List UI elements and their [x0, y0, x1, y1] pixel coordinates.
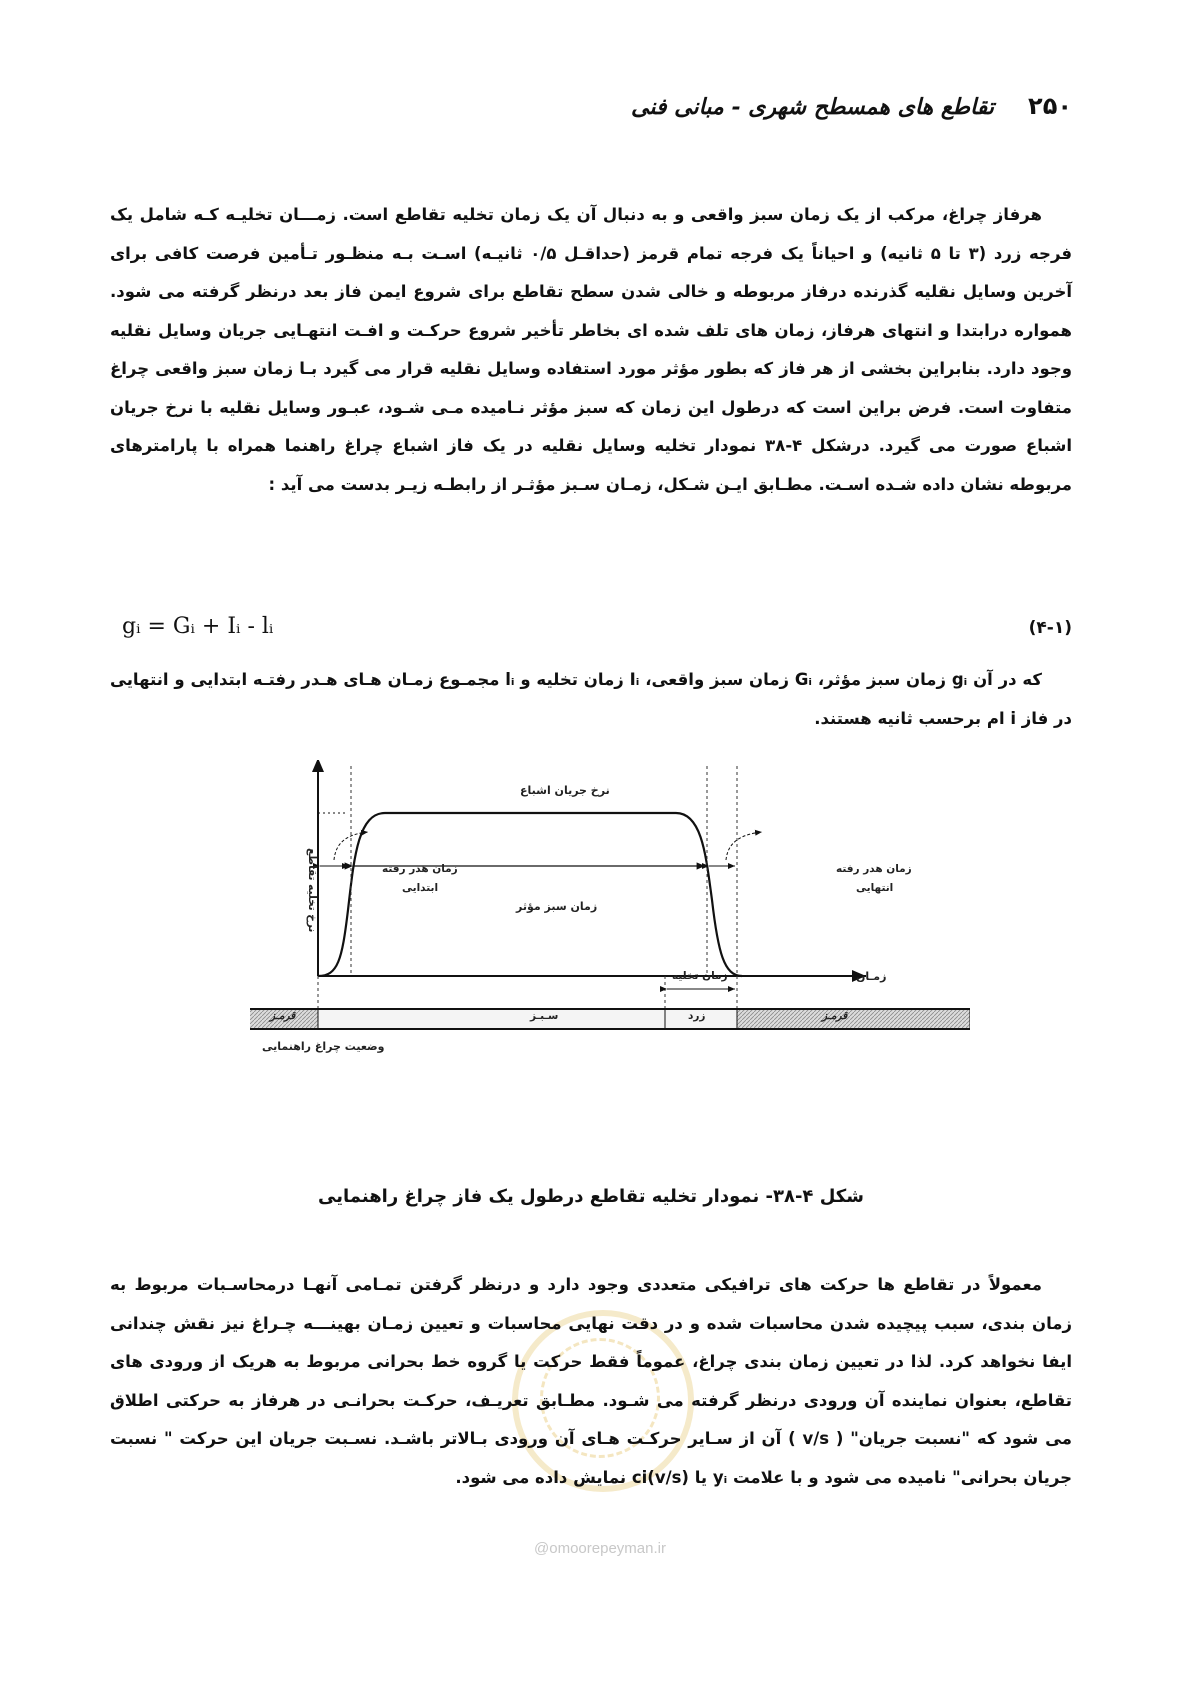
start-lost-time-label-2: ابتدایی: [402, 882, 439, 894]
signal-red-right-label: قرمـز: [822, 1010, 848, 1022]
end-lost-time-label-1: زمان هدر رفته: [836, 863, 912, 875]
signal-status-label: وضعیت چراغ راهنمایی: [262, 1040, 385, 1053]
y-axis-label: نرخ تخلیه تقاطع: [306, 848, 318, 933]
watermark-text: @omoorepeyman.ir: [534, 1540, 666, 1557]
equation-number: (۴-۱): [1028, 618, 1072, 638]
discharge-diagram: [250, 760, 970, 1160]
figure-caption: شکل ۴-۳۸- نمودار تخلیه تقاطع درطول یک فاز چراغ راهنمایی: [318, 1186, 864, 1207]
clearance-time-label: زمان تخلیه: [672, 970, 728, 982]
effective-green-equation: gᵢ = Gᵢ + Iᵢ - lᵢ: [122, 614, 274, 639]
paragraph-phase-timing: هرفاز چراغ، مرکب از یک زمان سبز واقعی و به دنبال آن یک زمان تخلیه تقاطع است. زمـــان تخلیـه کـه شامل یک فرجه زرد (۳ تا ۵ ثانیه) و احیاناً یک فرجه تمام قرمز (حداقـل ۰/۵ ثانیـه) اسـت بـه منظـور تـأمین فرصت کافی برای آخرین وسایل نقلیه گذرنده درفاز مربوطه و خالی شدن سطح تقاطع برای شروع ایمن فاز بعد درنظر گرفته می شود. همواره درابتدا و انتهای هرفاز، زمان های تلف شده ای بخاطر تأخیر شروع حرکـت و افـت انتهـایی جریان وسایل نقلیه وجود دارد. بنابراین بخشی از هر فاز که بطور مؤثر مورد استفاده وسایل نقلیه قرار می گیرد بـا زمان سبز واقعی چراغ متفاوت است. فرض براین است که درطول این زمان که سبز مؤثر نـامیده مـی شـود، عبـور وسایل نقلیه با نرخ جریان اشباع صورت می گیرد. درشکل ۴-۳۸ نمودار تخلیه وسایل نقلیه در یک فاز اشباع چراغ راهنما همراه با پارامترهای مربوطه نشان داده شـده اسـت. مطـابق ایـن شـکل، زمـان سـبز مؤثـر از رابطـه زیـر بدست می آید :: [110, 205, 1073, 494]
paragraph-critical-movement: معمولاً در تقاطع ها حرکت های ترافیکی متعددی وجود دارد و درنظر گرفتن تمـامی آنهـا درمحاسـبات مربوط به زمان بندی، سبب پیچیده شدن محاسبات شده و در دقت نهایی محاسبات و تعیین زمـان بهینـــه چـراغ نیز نقش چندانی ایفا نخواهد کرد. لذا در تعیین زمان بندی چراغ، عموماً فقط حرکت یا گروه خط بحرانی مربوط به هریک از ورودی های تقاطع، بعنوان نماینده آن ورودی درنظر گرفته می شـود. مطـابق تعریـف، حرکـت بحرانـی در هرفاز به حرکتی اطلاق می شود که "نسبت جریان" ( v/s ) آن از سـایر حرکـت هـای آن ورودی بـالاتر باشـد. نسـبت جریان این حرکت " نسبت جریان بحرانی" نامیده می شود و با علامت yᵢ یا (v/s)ci نمایش داده می شود.: [110, 1275, 1073, 1487]
discharge-diagram-drawing: [250, 760, 970, 1160]
start-lost-time-label-1: زمان هدر رفته: [382, 863, 458, 875]
signal-green-label: سـبـز: [530, 1010, 559, 1022]
signal-bar-red-right: [737, 1009, 970, 1029]
saturation-flow-label: نرخ جریان اشباع: [520, 784, 610, 797]
signal-yellow-label: زرد: [688, 1010, 706, 1022]
signal-red-left-label: قرمـز: [270, 1010, 296, 1022]
x-axis-label: زمـان: [856, 970, 887, 983]
end-lost-pointer: [726, 832, 762, 860]
running-title: تقاطع های همسطح شهری - مبانی فنی: [631, 94, 994, 120]
page-header: [110, 92, 1072, 132]
end-lost-time-label-2: انتهایی: [856, 882, 894, 894]
signal-bar-green: [318, 1009, 665, 1029]
discharge-curve: [318, 813, 742, 976]
page-number: ۲۵۰: [1028, 92, 1072, 120]
effective-green-label: زمان سبز مؤثر: [516, 900, 598, 913]
paragraph-equation-definitions: که در آن gᵢ زمان سبز مؤثر، Gᵢ زمان سبز واقعی، Iᵢ زمان تخلیه و lᵢ مجمـوع زمـان هـای هـدر رفتـه ابتدایی و انتهایی در فاز i ام برحسب ثانیه هستند.: [110, 670, 1072, 728]
